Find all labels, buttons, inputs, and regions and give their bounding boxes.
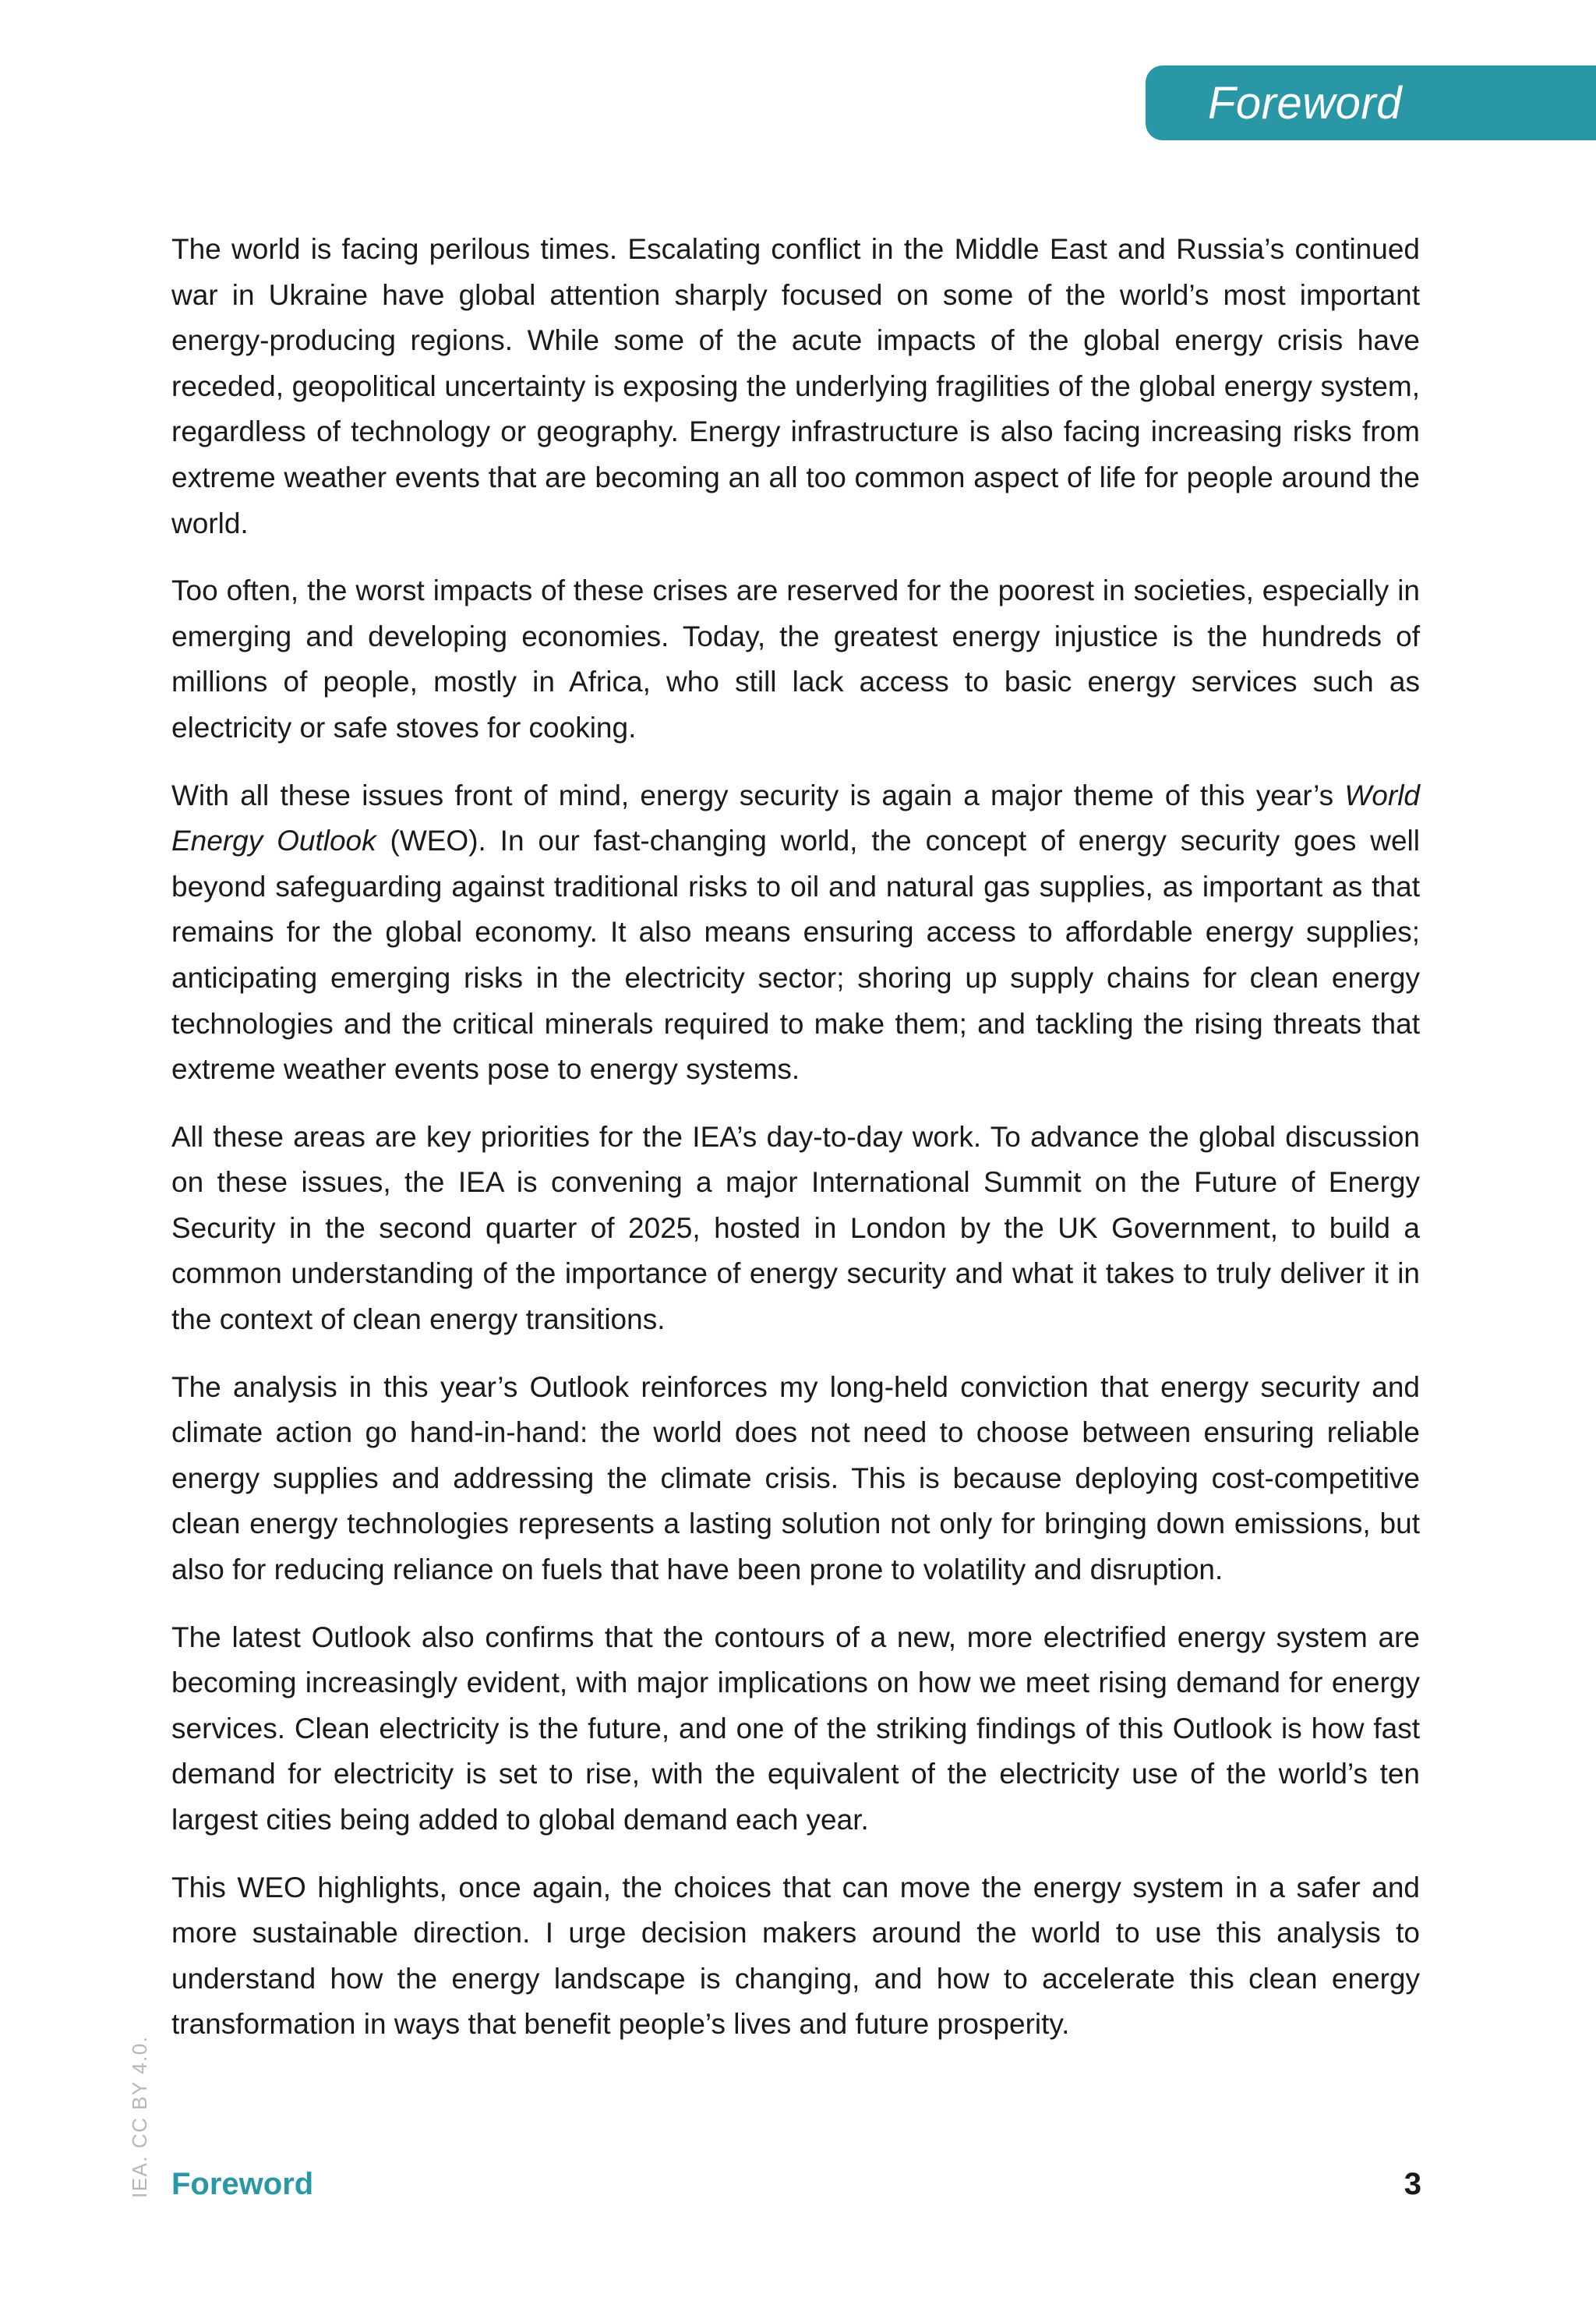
footer-section-title: Foreword (171, 2167, 314, 2201)
paragraph-2: Too often, the worst impacts of these crises are reserved for the poorest in societies, especially in emerging and developing economies. Today, the greatest energy injustice is the hundreds of millions of people, mostly in Africa, who still lack access to basic energy services such as electricity or safe stoves for cooking. (171, 574, 1420, 744)
paragraph-1: The world is facing perilous times. Escalating conflict in the Middle East and Russia’s continued war in Ukraine have global attention sharply focused on some of the world’s most important energy-producing regions. While some of the acute impacts of the global energy crisis have receded, geopolitical uncertainty is exposing the underlying fragilities of the global energy system, regardless of technology or geography. Energy infrastructure is also facing increasing risks from extreme weather events that are becoming an all too common aspect of life for people around the world. (171, 233, 1420, 539)
paragraph-3 (171, 773, 1420, 1093)
paragraph-7: This WEO highlights, once again, the choices that can move the energy system in a safer and more sustainable direction. I urge decision makers around the world to use this analysis to understand how the energy landscape is changing, and how to accelerate this clean energy transformation in ways that benefit people’s lives and future prosperity. (171, 1871, 1420, 2041)
page-number: 3 (1404, 2167, 1421, 2201)
paragraph-4: All these areas are key priorities for the IEA’s day-to-day work. To advance the global discussion on these issues, the IEA is convening a major International Summit on the Future of Energy Security in the second quarter of 2025, hosted in London by the UK Government, to build a common understanding of the importance of energy security and what it takes to truly deliver it in the context of clean energy transitions. (171, 1120, 1420, 1336)
paragraph-3-lead: With all these issues front of mind, energy security is again a major theme of this year’s (171, 779, 1345, 811)
license-notice: IEA. CC BY 4.0. (128, 2035, 151, 2198)
section-tab (1146, 65, 1596, 140)
foreword-body (171, 227, 1420, 2069)
section-tab-label: Foreword (1208, 77, 1402, 129)
paragraph-5: The analysis in this year’s Outlook reinforces my long-held conviction that energy security and climate action go hand-in-hand: the world does not need to choose between ensuring reliable energy supplies and addressing the climate crisis. This is because deploying cost-competitive clean energy technologies represents a lasting solution not only for bringing down emissions, but also for reducing reliance on fuels that have been prone to volatility and disruption. (171, 1370, 1420, 1586)
paragraph-3-rest: (WEO). In our fast-changing world, the concept of energy security goes well beyond safeguarding against traditional risks to oil and natural gas supplies, as important as that remains for the global economy. It also means ensuring access to affordable energy supplies; anticipating emerging risks in the electricity sector; shoring up supply chains for clean energy technologies and the critical minerals required to make them; and tackling the rising threats that extreme weather events pose to energy systems. (171, 825, 1420, 1086)
paragraph-6: The latest Outlook also confirms that the contours of a new, more electrified energy system are becoming increasingly evident, with major implications on how we meet rising demand for energy services. Clean electricity is the future, and one of the striking findings of this Outlook is how fast demand for electricity is set to rise, with the equivalent of the electricity use of the world’s ten largest cities being added to global demand each year. (171, 1621, 1420, 1836)
publication-title: World Energy Outlook (171, 779, 1420, 857)
